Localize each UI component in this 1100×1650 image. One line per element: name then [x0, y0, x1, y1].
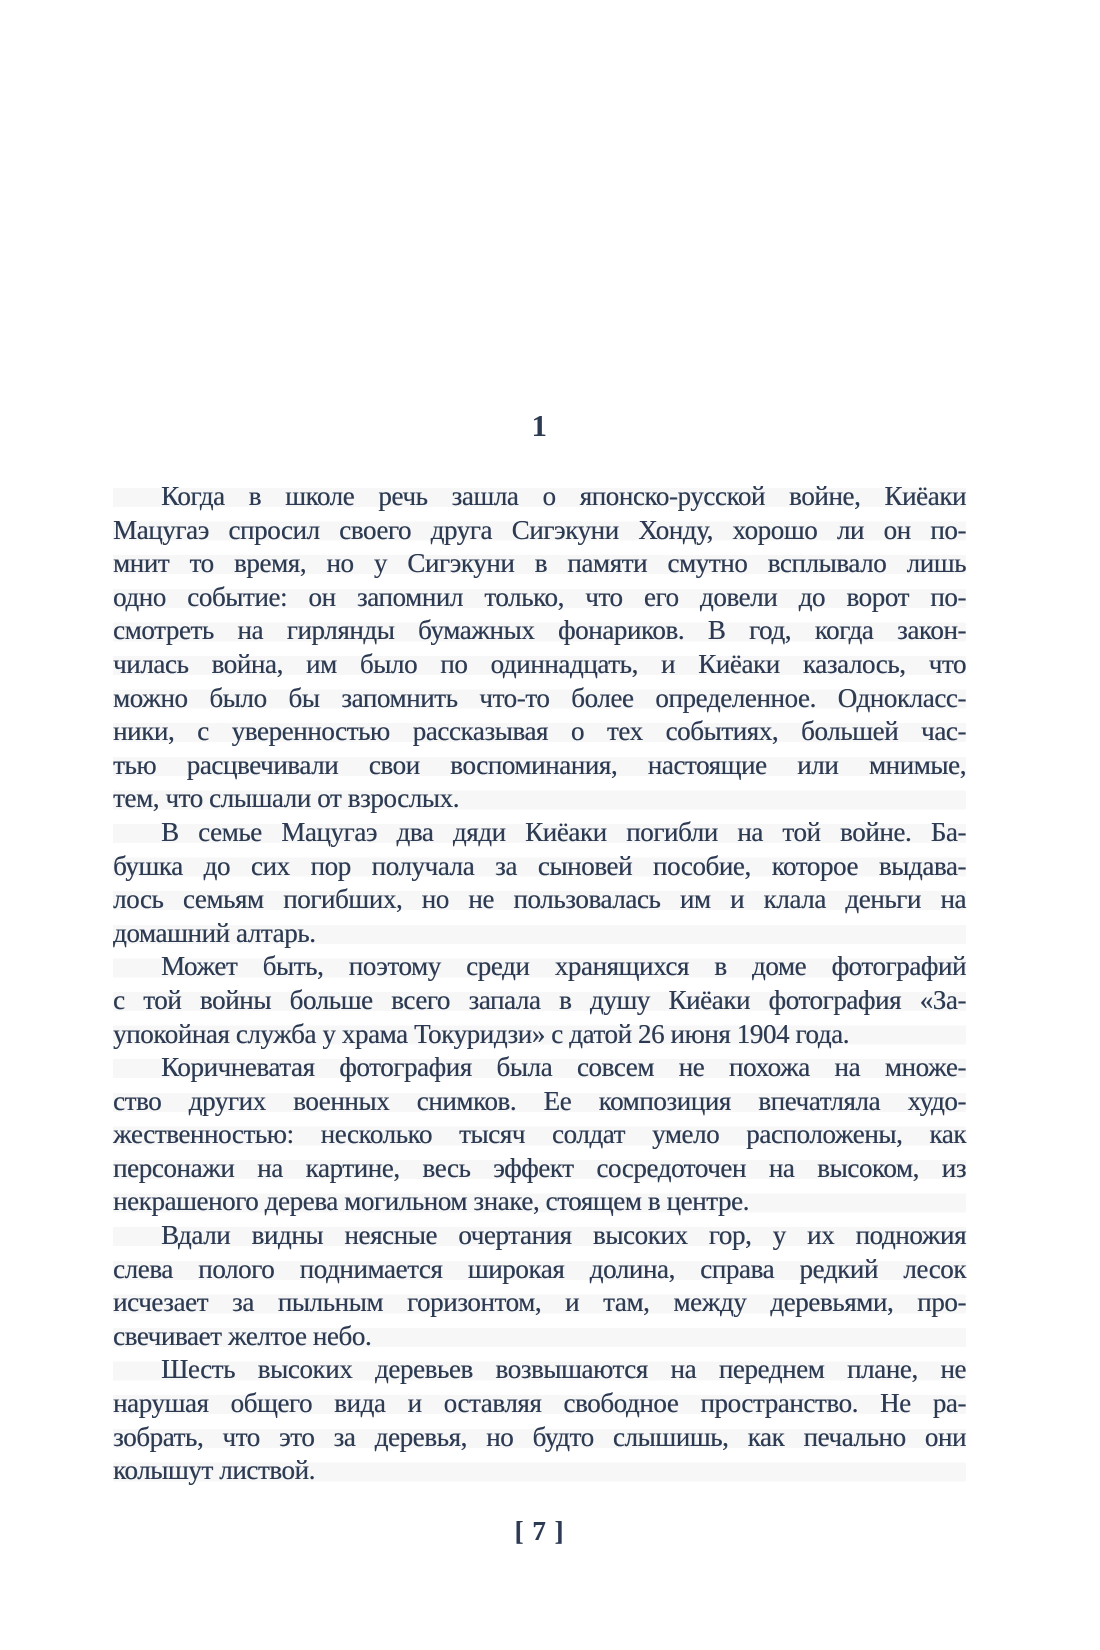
text-line: бушка до сих пор получала за сыновей пособие, которое выдава-	[113, 850, 966, 881]
text-line: тем, что слышали от взрослых.	[113, 783, 459, 814]
paragraph	[113, 1219, 966, 1353]
text-line: лось семьям погибших, но не пользовалась им и клала деньги на	[113, 884, 966, 915]
text-block	[113, 480, 966, 1488]
text-line: нарушая общего вида и оставляя свободное пространство. Не ра-	[113, 1388, 966, 1419]
text-line: жественностью: несколько тысяч солдат умело расположены, как	[113, 1119, 966, 1150]
text-line: тью расцвечивали свои воспоминания, настоящие или мнимые,	[113, 749, 966, 780]
text-line: зобрать, что это за деревья, но будто слышишь, как печально они	[113, 1421, 966, 1452]
paragraph	[113, 816, 966, 950]
text-line: ство других военных снимков. Ее композиция впечатляла худо-	[113, 1085, 966, 1116]
text-line: чилась война, им было по одиннадцать, и Киёаки казалось, что	[113, 648, 966, 679]
chapter-number-heading: 1	[531, 408, 548, 443]
text-line: Когда в школе речь зашла о японско-русской войне, Киёаки	[161, 481, 966, 511]
text-line: смотреть на гирлянды бумажных фонариков. В год, когда закон-	[113, 615, 966, 646]
text-line: можно было бы запомнить что-то более определенное. Однокласс-	[113, 682, 966, 713]
text-line: Шесть высоких деревьев возвышаются на переднем плане, не	[161, 1354, 966, 1385]
text-line: Коричневатая фотография была совсем не похожа на множе-	[161, 1052, 966, 1083]
text-line: исчезает за пыльным горизонтом, и там, между деревьями, про-	[113, 1287, 966, 1318]
paragraph	[113, 480, 966, 816]
text-line: свечивает желтое небо.	[113, 1320, 372, 1351]
paragraph	[113, 1051, 966, 1219]
text-line: некрашеного дерева могильном знаке, стоящем в центре.	[113, 1186, 749, 1217]
paragraph	[113, 950, 966, 1051]
text-line: домашний алтарь.	[113, 917, 316, 948]
paragraph	[113, 1353, 966, 1487]
text-line: Может быть, поэтому среди хранящихся в доме фотографий	[161, 951, 966, 982]
text-line: персонажи на картине, весь эффект сосредоточен на высоком, из	[113, 1152, 966, 1183]
text-line: ники, с уверенностью рассказывая о тех событиях, большей час-	[113, 716, 966, 747]
text-line: В семье Мацугаэ два дяди Киёаки погибли на той войне. Ба-	[161, 816, 966, 847]
text-line: Вдали видны неясные очертания высоких гор, у их подножия	[161, 1220, 966, 1251]
text-line: одно событие: он запомнил только, что его довели до ворот по-	[113, 581, 966, 612]
text-line: мнит то время, но у Сигэкуни в памяти смутно всплывало лишь	[113, 548, 966, 579]
text-line: с той войны больше всего запала в душу Киёаки фотография «За-	[113, 984, 966, 1015]
text-line: Мацугаэ спросил своего друга Сигэкуни Хонду, хорошо ли он по-	[113, 514, 966, 545]
page-number: [ 7 ]	[514, 1516, 565, 1546]
text-line: слева полого поднимается широкая долина, справа редкий лесок	[113, 1253, 966, 1284]
text-line: колышут листвой.	[113, 1455, 315, 1486]
text-line: упокойная служба у храма Токуридзи» с датой 26 июня 1904 года.	[113, 1018, 849, 1049]
